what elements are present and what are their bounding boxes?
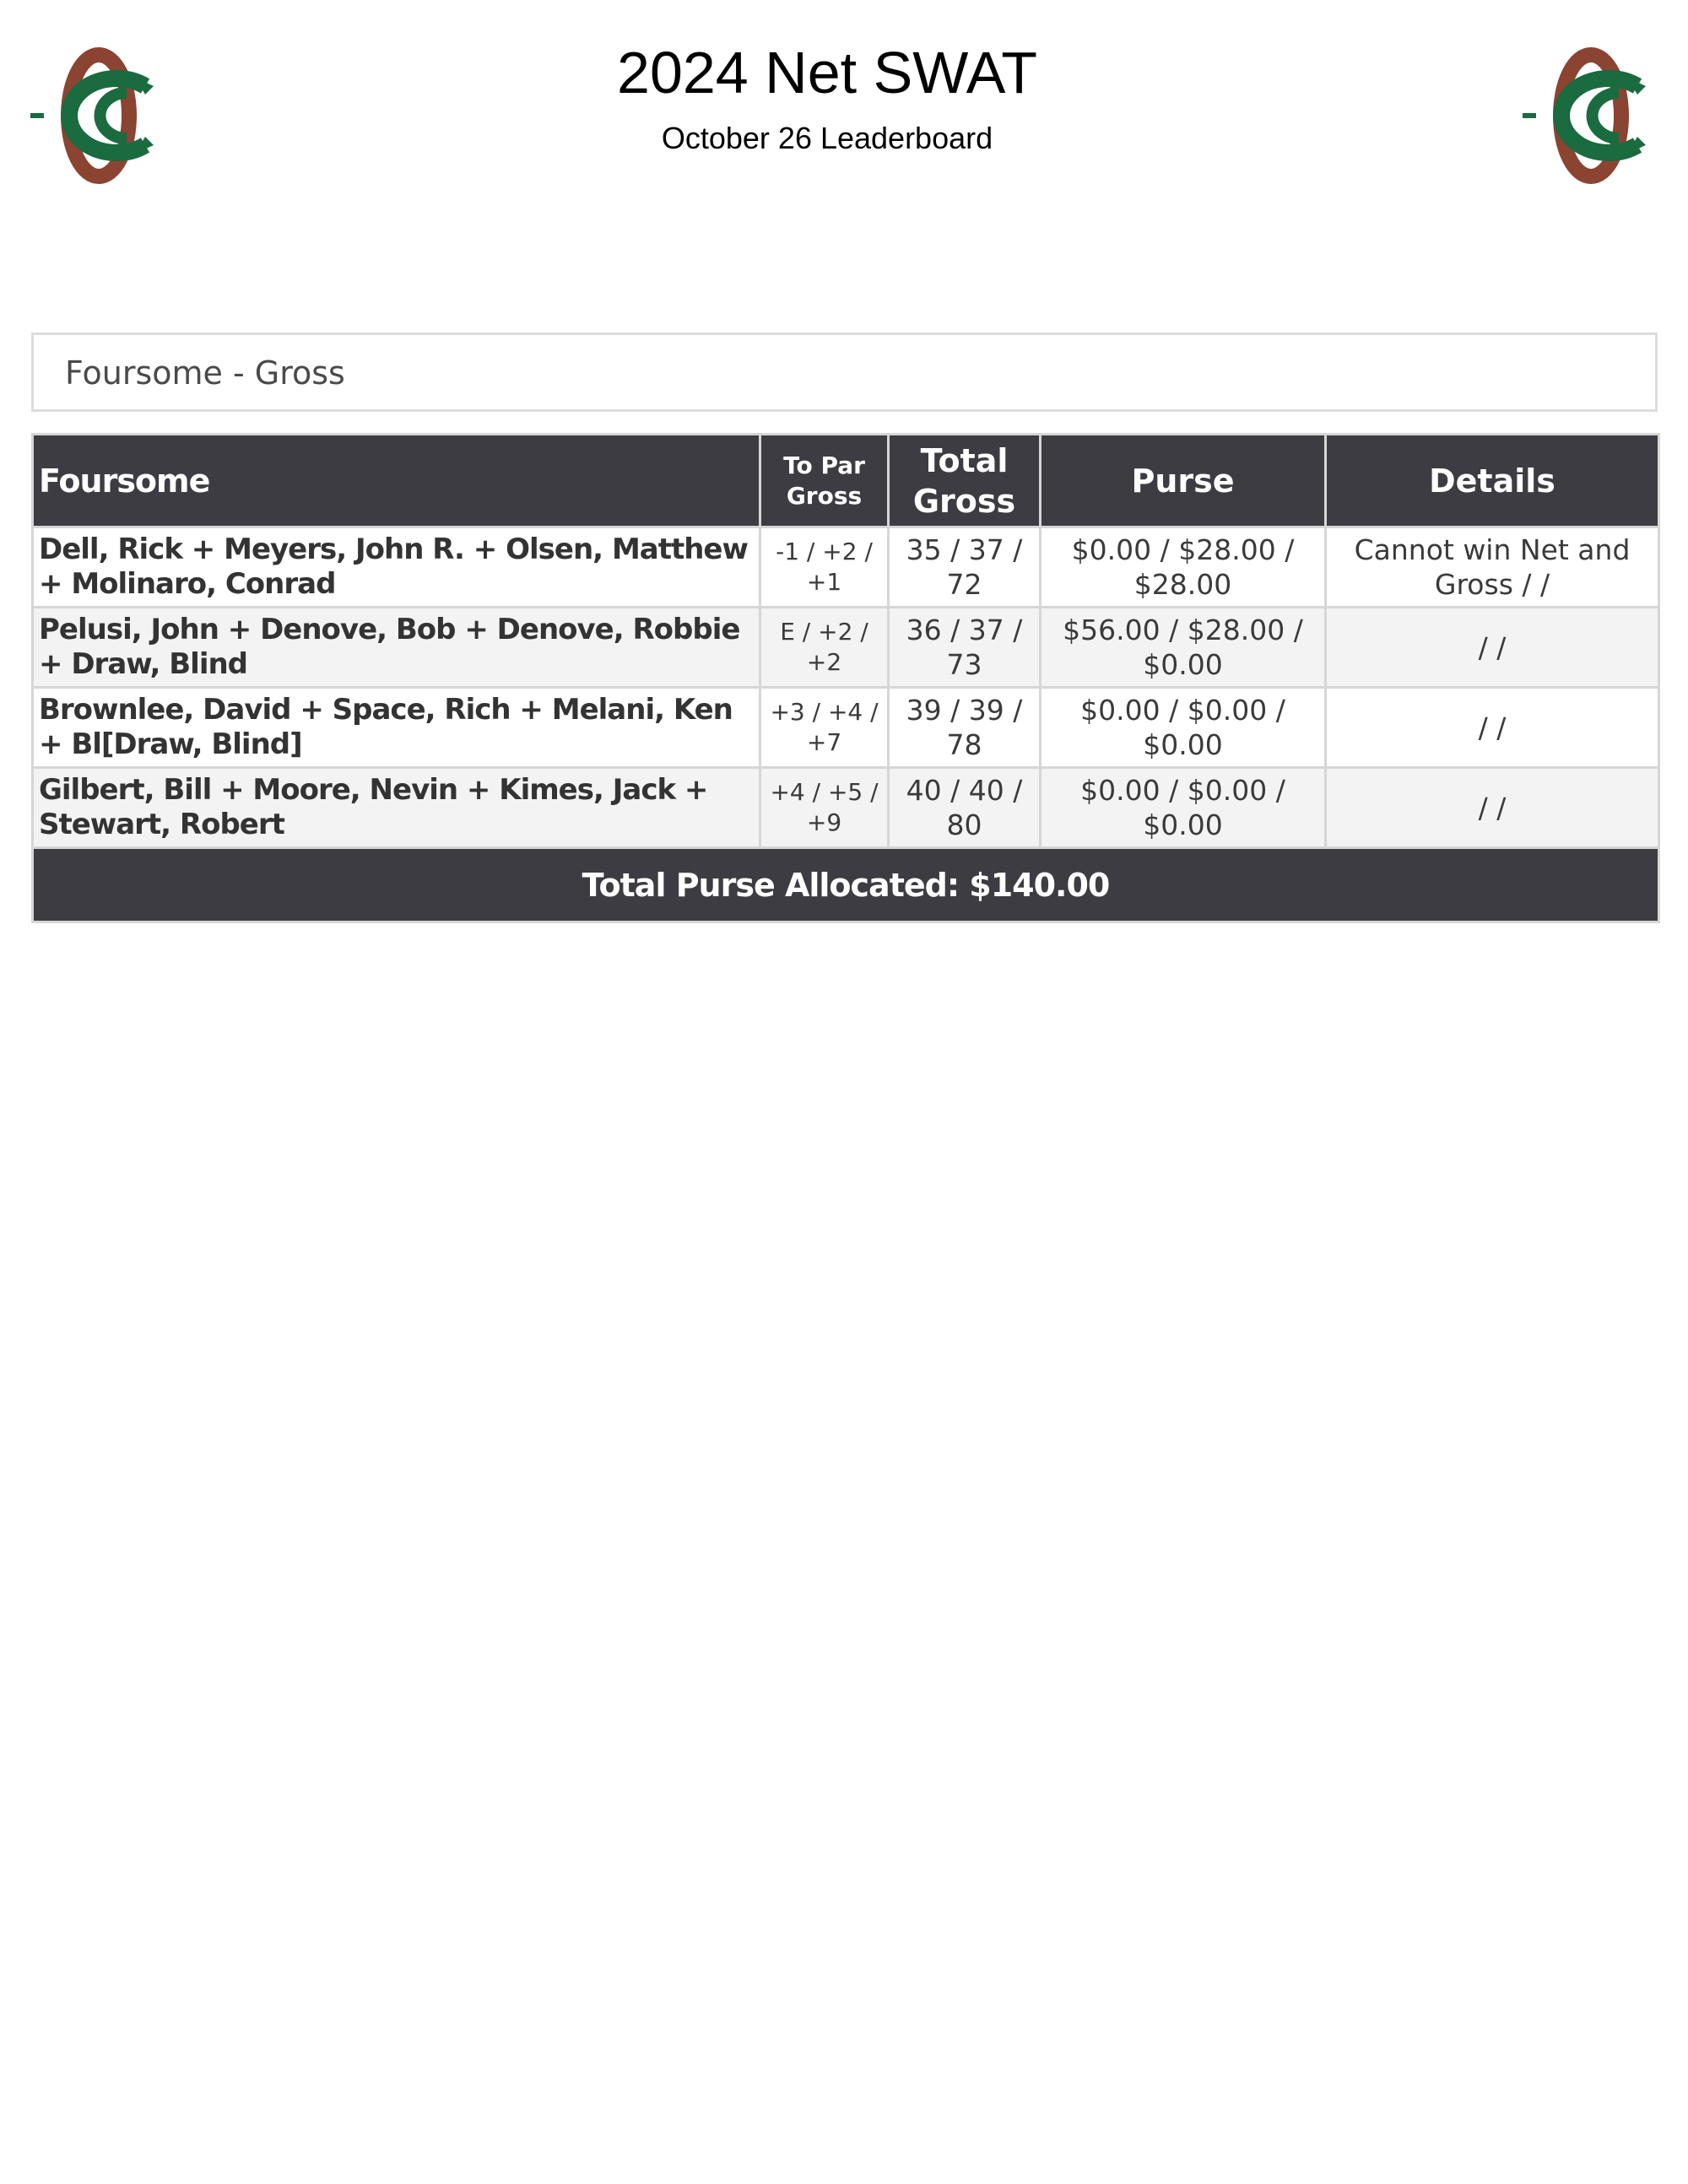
total-gross-cell: 36 / 37 / 73 (889, 608, 1041, 688)
table-footer-row (33, 848, 1659, 922)
total-purse-allocated: Total Purse Allocated: $140.00 (33, 848, 1659, 922)
details-cell: / / (1326, 688, 1659, 768)
details-cell: Cannot win Net and Gross / / (1326, 527, 1659, 608)
section-header (31, 332, 1658, 412)
purse-cell: $56.00 / $28.00 / $0.00 (1041, 608, 1326, 688)
leaderboard-table (31, 433, 1660, 923)
page-subtitle: October 26 Leaderboard (661, 121, 993, 155)
table-header-row (33, 435, 1659, 527)
purse-cell: $0.00 / $28.00 / $28.00 (1041, 527, 1326, 608)
table-row (33, 527, 1659, 608)
column-header-purse: Purse (1041, 435, 1326, 527)
details-cell: / / (1326, 768, 1659, 848)
foursome-cell: Brownlee, David + Space, Rich + Melani, Ken + Bl[Draw, Blind] (33, 688, 760, 768)
page-header (0, 37, 1654, 157)
foursome-cell: Dell, Rick + Meyers, John R. + Olsen, Matthew + Molinaro, Conrad (33, 527, 760, 608)
purse-cell: $0.00 / $0.00 / $0.00 (1041, 768, 1326, 848)
total-gross-cell: 39 / 39 / 78 (889, 688, 1041, 768)
foursome-cell: Gilbert, Bill + Moore, Nevin + Kimes, Jack + Stewart, Robert (33, 768, 760, 848)
to-par-cell: +4 / +5 / +9 (760, 768, 889, 848)
column-header-total-gross: Total Gross (889, 435, 1041, 527)
table-row (33, 688, 1659, 768)
total-gross-cell: 40 / 40 / 80 (889, 768, 1041, 848)
column-header-foursome: Foursome (33, 435, 760, 527)
section-title: Foursome - Gross (65, 354, 345, 392)
total-gross-cell: 35 / 37 / 72 (889, 527, 1041, 608)
foursome-cell: Pelusi, John + Denove, Bob + Denove, Robbie + Draw, Blind (33, 608, 760, 688)
to-par-cell: +3 / +4 / +7 (760, 688, 889, 768)
to-par-cell: E / +2 / +2 (760, 608, 889, 688)
table-row (33, 608, 1659, 688)
page-title: 2024 Net SWAT (617, 40, 1037, 105)
purse-cell: $0.00 / $0.00 / $0.00 (1041, 688, 1326, 768)
column-header-to-par-gross: To Par Gross (760, 435, 889, 527)
table-row (33, 768, 1659, 848)
to-par-cell: -1 / +2 / +1 (760, 527, 889, 608)
column-header-details: Details (1326, 435, 1659, 527)
details-cell: / / (1326, 608, 1659, 688)
